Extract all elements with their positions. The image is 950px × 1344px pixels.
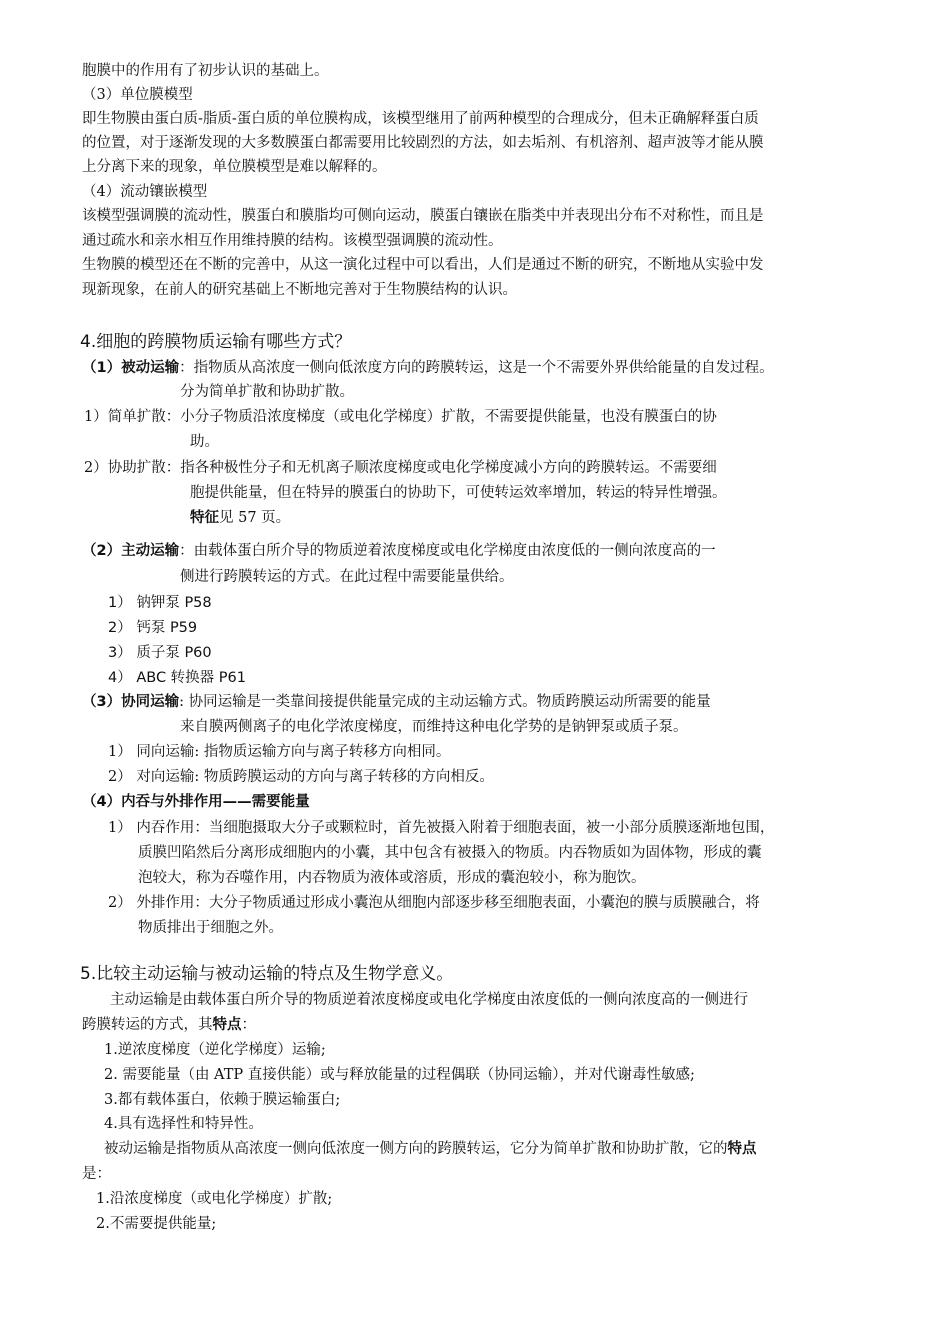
section-4-heading: 4.细胞的跨膜物质运输有哪些方式？ [80, 332, 352, 352]
pump-item-abc: 4） ABC 转换器 P61 [108, 670, 246, 686]
cotransport-label: （3）协同运输 [82, 694, 180, 710]
text-line: 胞提供能量，但在特异的膜蛋白的协助下，可使转运效率增加，转运的特异性增强。 [190, 485, 727, 501]
endocytosis-item: 1） 内吞作用：当细胞摄取大分子或颗粒时，首先被摄入附着于细胞表面，被一小部分质膜逐渐地包围， [108, 820, 775, 836]
text-line: 的位置，对于逐渐发现的大多数膜蛋白都需要用比较剧烈的方法，如去垢剂、有机溶剂、超声波等才能从膜 [82, 135, 764, 151]
passive-transport-text: ：指物质从高浓度一侧向低浓度方向的跨膜转运，这是一个不需要外界供给能量的自发过程。 [179, 360, 774, 376]
subheading-unit-membrane: （3）单位膜模型 [82, 87, 193, 103]
passive-transport-line [82, 357, 774, 379]
text-line: 助。 [190, 434, 219, 450]
list-item: 2.不需要提供能量; [96, 1216, 217, 1232]
text-line: 上分离下来的现象，单位膜模型是难以解释的。 [82, 159, 387, 175]
features-reference-line [190, 507, 290, 529]
text-line: 该模型强调膜的流动性，膜蛋白和膜脂均可侧向运动，膜蛋白镶嵌在脂类中并表现出分布不对称性，而且是 [82, 208, 764, 224]
text-span: 被动运输是指物质从高浓度一侧向低浓度一侧方向的跨膜转运，它分为简单扩散和协助扩散，它的 [104, 1141, 728, 1157]
text-line: 质膜凹陷然后分离形成细胞内的小囊，其中包含有被摄入的物质。内吞物质如为固体物，形成的囊 [138, 845, 762, 861]
text-line: 分为简单扩散和协助扩散。 [180, 384, 354, 400]
pump-item-sodium-potassium: 1） 钠钾泵 P58 [108, 595, 212, 611]
active-transport-text: ：由载体蛋白所介导的物质逆着浓度梯度或电化学梯度由浓度低的一侧向浓度高的一 [179, 543, 716, 559]
list-item: 4.具有选择性和特异性。 [104, 1116, 263, 1132]
subheading-fluid-mosaic: （4）流动镶嵌模型 [82, 184, 208, 200]
text-line: 即生物膜由蛋白质-脂质-蛋白质的单位膜构成，该模型继用了前两种模型的合理成分，但未正确解释蛋白质 [82, 111, 759, 127]
pump-item-proton: 3） 质子泵 P60 [108, 645, 212, 661]
text-span: 跨膜转运的方式，其 [82, 1017, 213, 1033]
features-text: 见 57 页。 [219, 510, 291, 526]
section-5-heading: 5.比较主动运输与被动运输的特点及生物学意义。 [80, 964, 454, 984]
passive-features-intro [104, 1138, 757, 1160]
symport-item: 1） 同向运输: 指物质运输方向与离子转移方向相同。 [108, 744, 451, 760]
text-line: 通过疏水和亲水相互作用维持膜的结构。该模型强调膜的流动性。 [82, 233, 503, 249]
text-line: 来自膜两侧离子的电化学浓度梯度，而维持这种电化学势的是钠钾泵或质子泵。 [180, 719, 688, 735]
text-line: 胞膜中的作用有了初步认识的基础上。 [82, 63, 329, 79]
list-item: 3.都有载体蛋白，依赖于膜运输蛋白; [104, 1092, 341, 1108]
cotransport-text: : 协同运输是一类靠间接提供能量完成的主动运输方式。物质跨膜运动所需要的能量 [179, 694, 711, 710]
exocytosis-item: 2） 外排作用：大分子物质通过形成小囊泡从细胞内部逐步移至细胞表面，小囊泡的膜与质膜融合，将 [108, 895, 760, 911]
antiport-item: 2） 对向运输: 物质跨膜运动的方向与离子转移的方向相反。 [108, 769, 494, 785]
list-item: 2. 需要能量（由 ATP 直接供能）或与释放能量的过程偶联（协同运输），并对代谢毒性敏感; [104, 1067, 695, 1083]
text-span: ： [241, 1017, 256, 1033]
text-line: 是： [82, 1166, 111, 1182]
list-item: 1.逆浓度梯度（逆化学梯度）运输; [104, 1042, 326, 1058]
active-features-intro [82, 1014, 256, 1036]
text-line: 生物膜的模型还在不断的完善中，从这一演化过程中可以看出，人们是通过不断的研究，不断地从实验中发 [82, 257, 764, 273]
text-line: 泡较大，称为吞噬作用，内吞物质为液体或溶质，形成的囊泡较小，称为胞饮。 [138, 870, 646, 886]
endo-exocytosis-label: （4）内吞与外排作用——需要能量 [82, 794, 310, 810]
features-label: 特征 [190, 510, 219, 526]
text-line: 现新现象，在前人的研究基础上不断地完善对于生物膜结构的认识。 [82, 282, 517, 298]
pump-item-calcium: 2） 钙泵 P59 [108, 620, 198, 636]
features-label: 特点 [727, 1141, 757, 1157]
text-line: 主动运输是由载体蛋白所介导的物质逆着浓度梯度或电化学梯度由浓度低的一侧向浓度高的一侧进行 [110, 992, 748, 1008]
text-line: 侧进行跨膜转运的方式。在此过程中需要能量供给。 [180, 569, 514, 585]
list-item: 1.沿浓度梯度（或电化学梯度）扩散; [96, 1191, 333, 1207]
simple-diffusion-line: 1）简单扩散：小分子物质沿浓度梯度（或电化学梯度）扩散，不需要提供能量，也没有膜蛋白的协 [84, 409, 717, 425]
features-label: 特点 [212, 1017, 242, 1033]
active-transport-label: （2）主动运输 [82, 543, 180, 559]
passive-transport-label: （1）被动运输 [82, 360, 180, 376]
active-transport-line [82, 540, 716, 562]
facilitated-diffusion-line: 2）协助扩散：指各种极性分子和无机离子顺浓度梯度或电化学梯度减小方向的跨膜转运。不需要细 [84, 460, 717, 476]
text-line: 物质排出于细胞之外。 [138, 920, 283, 936]
cotransport-line [82, 691, 711, 713]
